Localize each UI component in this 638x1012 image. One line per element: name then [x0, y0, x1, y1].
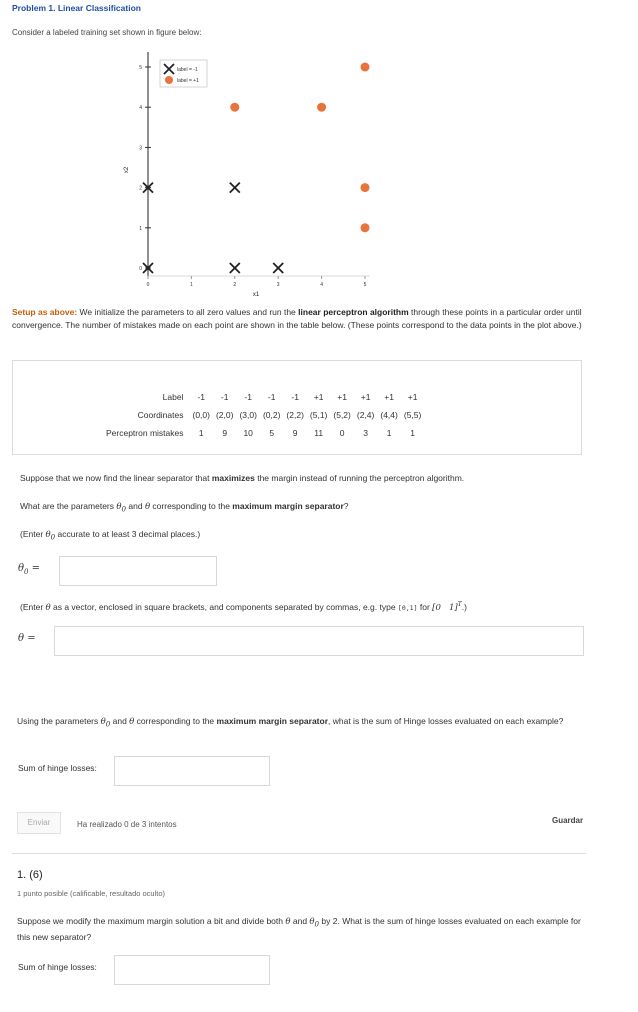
hinge-label: Sum of hinge losses:	[18, 763, 97, 773]
hinge2-label: Sum of hinge losses:	[18, 962, 97, 972]
y-tick-label: 1	[139, 225, 142, 232]
table-row-label: Label -1 -1 -1 -1 -1 +1 +1 +1 +1 +1	[103, 388, 424, 406]
hinge-input[interactable]	[114, 756, 270, 786]
legend-neg-label: label = -1	[177, 67, 198, 73]
submit-button[interactable]: Enviar	[17, 812, 61, 834]
point-label-neg	[273, 263, 283, 273]
legend-pos-marker	[165, 76, 173, 84]
y-tick-label: 5	[139, 65, 142, 71]
theta-label: θ =	[18, 633, 36, 644]
x-tick-label: 4	[320, 282, 323, 288]
problem-intro: Consider a labeled training set shown in figure below:	[12, 28, 202, 37]
theta0-instructions: (Enter $\theta_0$ accurate to at least 3 decimal places.)	[20, 529, 201, 542]
point-label-pos	[361, 63, 370, 72]
attempts-text: Ha realizado 0 de 3 intentos	[77, 820, 177, 829]
table-row-coordinates: Coordinates (0,0) (2,0) (3,0) (0,2) (2,2) (5,1) (5,2) (2,4) (4,4) (5,5)	[103, 406, 424, 424]
row-label: Coordinates	[137, 410, 184, 420]
theta0-label: $\theta_0$ =	[18, 563, 41, 576]
y-tick-label: 4	[139, 105, 142, 112]
point-label-pos	[361, 183, 370, 192]
row-label: Label	[162, 392, 184, 402]
point-label-neg	[230, 263, 240, 273]
legend	[160, 60, 207, 87]
x-tick-label: 1	[190, 282, 193, 288]
row-label: Perceptron mistakes	[106, 428, 184, 438]
problem-title: Problem 1. Linear Classification	[12, 3, 141, 13]
hinge-question-text: Using the parameters $\theta_0$ and θ corresponding to the maximum margin separator, what is the sum of Hinge losses evaluated on each example?	[17, 716, 564, 729]
points-info: 1 punto posible (calificable, resultado oculto)	[17, 889, 166, 898]
hinge2-input[interactable]	[114, 955, 270, 985]
point-label-pos	[230, 103, 239, 112]
x-tick-label: 5	[363, 282, 367, 288]
theta-instructions: (Enter θ as a vector, enclosed in square brackets, and components separated by commas, e.g. type [0,1] for [0 1]$^T$.)	[20, 601, 467, 613]
legend-pos-label: label = +1	[177, 78, 199, 84]
mistakes-table-box	[12, 360, 582, 455]
x-tick-label: 2	[233, 282, 237, 288]
scatter-plot	[120, 52, 390, 300]
setup-prefix: Setup as above:	[12, 307, 78, 317]
mistakes-table	[103, 388, 424, 442]
point-label-neg	[230, 183, 240, 193]
question2-text: Suppose we modify the maximum margin solution a bit and divide both θ and $\theta_0$ by 2. What is the sum of hinge losses evaluated on each example for this new separator?	[17, 916, 581, 942]
x-tick-label: 3	[276, 282, 280, 288]
y-tick-label: 3	[139, 145, 142, 152]
setup-paragraph: Setup as above: We initialize the parameters to all zero values and run the linear perceptron algorithm through these points in a particular order until convergence. The number of mistakes made on each point are shown in the table below. (These points correspond to the data points in the plot above.)	[12, 307, 582, 330]
divider	[12, 853, 586, 854]
point-label-pos	[317, 103, 326, 112]
table-row-mistakes: Perceptron mistakes 1 9 10 5 9 11 0 3 1 1	[103, 424, 424, 442]
y-axis-label: x2	[124, 166, 130, 174]
y-tick-label: 2	[139, 185, 142, 192]
y-tick-label: 0	[139, 266, 142, 272]
point-label-pos	[361, 223, 370, 232]
x-tick-label: 0	[146, 282, 150, 288]
x-axis-label: x1	[252, 292, 260, 298]
question-number: 1. (6)	[17, 869, 43, 881]
save-button[interactable]: Guardar	[552, 816, 584, 825]
theta-input[interactable]	[54, 626, 584, 656]
theta0-input[interactable]	[59, 556, 217, 586]
question-maximize-text: Suppose that we now find the linear separator that maximizes the margin instead of running the perceptron algorithm.	[20, 473, 465, 483]
question-parameters-text: What are the parameters $\theta_0$ and θ corresponding to the maximum margin separator?	[20, 501, 349, 514]
